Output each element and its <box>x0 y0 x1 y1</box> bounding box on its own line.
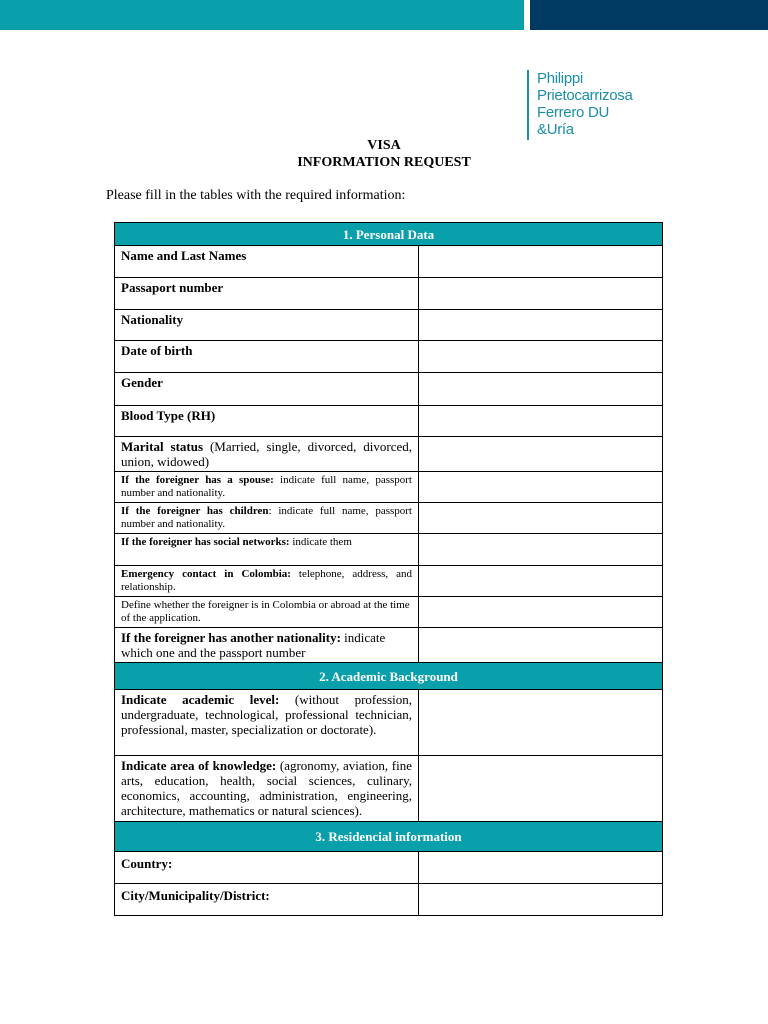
row-label: Indicate area of knowledge: <box>121 758 277 773</box>
row-label-cell <box>115 756 419 822</box>
row-label: Blood Type (RH) <box>115 406 419 437</box>
form-row-children <box>115 503 663 534</box>
spouse-field[interactable] <box>419 472 663 503</box>
row-label: If the foreigner has a spouse: <box>121 474 274 486</box>
row-detail: telephone, address, and relationship. <box>121 568 412 593</box>
children-field[interactable] <box>419 503 663 534</box>
intro-text: Please fill in the tables with the required information: <box>106 188 406 203</box>
form-row-passport <box>115 278 663 310</box>
country-field[interactable] <box>419 852 663 884</box>
row-label-cell <box>115 628 419 663</box>
passport-field[interactable] <box>419 278 663 310</box>
row-label: Emergency contact in Colombia: <box>121 568 291 580</box>
form-row-country <box>115 852 663 884</box>
form-row-blood-type <box>115 406 663 437</box>
section-title-academic: 2. Academic Background <box>115 663 663 690</box>
row-detail: indicate full name, passport number and nationality. <box>121 474 412 499</box>
section-title-residential: 3. Residencial information <box>115 822 663 852</box>
document-subtitle: INFORMATION REQUEST <box>297 155 471 170</box>
section-header-personal <box>115 223 663 246</box>
logo-line-4: &Uría <box>537 121 574 138</box>
row-label-cell <box>115 534 419 566</box>
form-row-city <box>115 884 663 916</box>
logo-line-1: Philippi <box>537 70 583 87</box>
row-label: Passaport number <box>115 278 419 310</box>
name-field[interactable] <box>419 246 663 278</box>
blood-type-field[interactable] <box>419 406 663 437</box>
row-label-cell <box>115 472 419 503</box>
top-color-bar <box>0 0 768 30</box>
row-label: Name and Last Names <box>115 246 419 278</box>
gender-field[interactable] <box>419 373 663 406</box>
form-row-nationality <box>115 310 663 341</box>
form-row-location <box>115 597 663 628</box>
row-detail: (without profession, undergraduate, technological, professional technician, professional, master, specialization or doctorate). <box>121 692 412 737</box>
form-row-other-nationality <box>115 628 663 663</box>
row-detail: (agronomy, aviation, fine arts, education, health, social sciences, culinary, economics, accounting, administration, engineering, architecture, mathematics or natural sciences). <box>121 758 412 818</box>
visa-form-table <box>114 222 663 916</box>
form-row-knowledge-area <box>115 756 663 822</box>
row-detail: Define whether the foreigner is in Colombia or abroad at the time of the application. <box>115 597 419 628</box>
row-label: If the foreigner has another nationality: <box>121 630 341 645</box>
row-label: Nationality <box>115 310 419 341</box>
company-logo <box>527 70 633 140</box>
section-title-personal: 1. Personal Data <box>115 223 663 246</box>
row-label: If the foreigner has social networks: <box>121 536 290 548</box>
form-row-spouse <box>115 472 663 503</box>
document-title: VISA <box>367 138 401 153</box>
knowledge-area-field[interactable] <box>419 756 663 822</box>
form-row-academic-level <box>115 690 663 756</box>
top-bar-teal <box>0 0 524 30</box>
row-label: City/Municipality/District: <box>115 884 419 916</box>
row-label: If the foreigner has children <box>121 505 269 517</box>
other-nationality-field[interactable] <box>419 628 663 663</box>
city-field[interactable] <box>419 884 663 916</box>
birth-date-field[interactable] <box>419 341 663 373</box>
marital-status-field[interactable] <box>419 437 663 472</box>
row-label-cell <box>115 690 419 756</box>
row-label: Country: <box>115 852 419 884</box>
form-row-gender <box>115 373 663 406</box>
nationality-field[interactable] <box>419 310 663 341</box>
row-label: Marital status <box>121 439 204 454</box>
location-field[interactable] <box>419 597 663 628</box>
row-detail: : indicate full name, passport number and nationality. <box>121 505 412 530</box>
form-row-birth-date <box>115 341 663 373</box>
form-row-emergency-contact <box>115 566 663 597</box>
row-label: Date of birth <box>115 341 419 373</box>
row-detail: indicate them <box>289 536 352 548</box>
academic-level-field[interactable] <box>419 690 663 756</box>
emergency-contact-field[interactable] <box>419 566 663 597</box>
row-label-cell <box>115 437 419 472</box>
row-label: Indicate academic level: <box>121 692 280 707</box>
row-label: Gender <box>115 373 419 406</box>
form-row-social-networks <box>115 534 663 566</box>
row-detail: (Married, single, divorced, divorced, union, widowed) <box>121 439 412 469</box>
section-header-academic <box>115 663 663 690</box>
row-label-cell <box>115 503 419 534</box>
top-bar-navy <box>530 0 768 30</box>
logo-line-2: Prietocarrizosa <box>537 87 633 104</box>
form-row-marital-status <box>115 437 663 472</box>
section-header-residential <box>115 822 663 852</box>
logo-line-3: Ferrero DU <box>537 104 610 121</box>
social-networks-field[interactable] <box>419 534 663 566</box>
form-row-name <box>115 246 663 278</box>
row-detail: indicate which one and the passport number <box>121 630 386 660</box>
row-label-cell <box>115 566 419 597</box>
